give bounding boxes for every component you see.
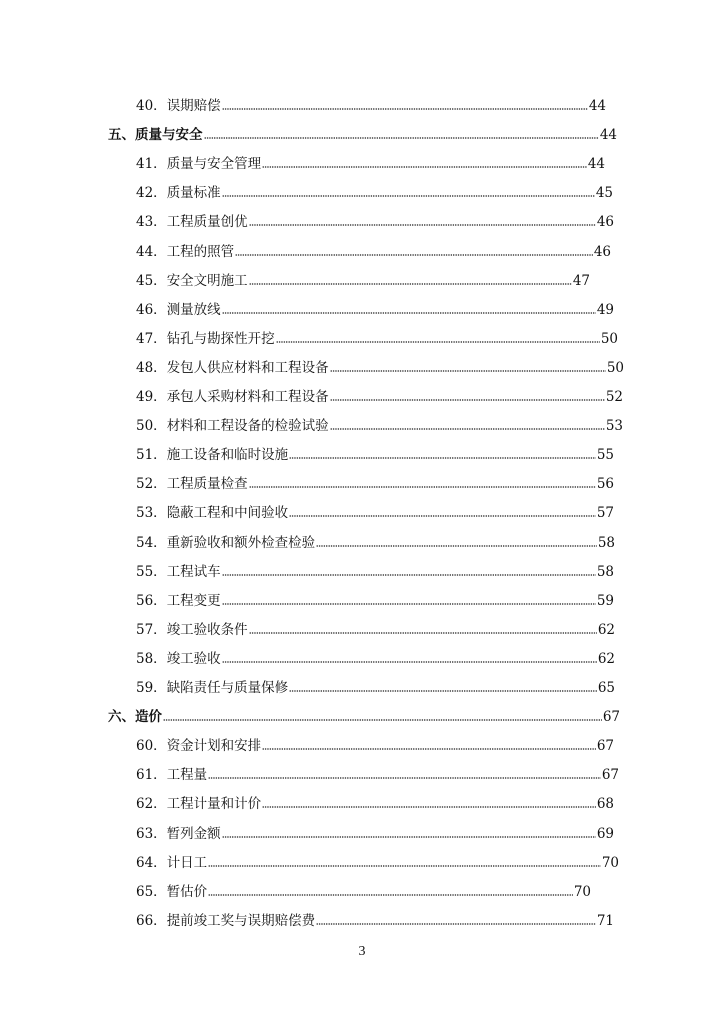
toc-item-row[interactable]: [136, 238, 611, 260]
toc-title: 承包人采购材料和工程设备: [166, 389, 329, 405]
toc-title: 资金计划和安排: [166, 738, 262, 755]
toc-dot-leader: [163, 718, 602, 722]
toc-number: 41．: [136, 156, 167, 173]
toc-number: 55．: [136, 563, 167, 580]
toc-page-number: 67: [596, 738, 614, 755]
toc-number: 42．: [136, 185, 167, 202]
toc-title: 竣工验收: [166, 650, 221, 667]
toc-title: 提前竣工奖与误期赔偿费: [166, 912, 316, 929]
toc-dot-leader: [204, 136, 599, 140]
toc-item-row[interactable]: [136, 325, 618, 347]
toc-number: 63．: [136, 825, 167, 842]
toc-title: 施工设备和临时设施: [166, 447, 289, 464]
toc-number: 50．: [136, 418, 167, 435]
toc-item-row[interactable]: [136, 529, 615, 551]
toc-number: 46．: [136, 301, 167, 318]
toc-number: 53．: [136, 505, 167, 522]
toc-title: 误期赔偿: [166, 98, 221, 114]
toc-title: 钻孔与勘探性开挖: [166, 330, 275, 347]
toc-dot-leader: [276, 340, 600, 344]
toc-number: 60．: [136, 738, 167, 755]
toc-dot-leader: [289, 689, 597, 693]
toc-item-row[interactable]: [136, 790, 614, 812]
toc-dot-leader: [289, 456, 596, 460]
toc-page-number: 69: [596, 825, 614, 842]
toc-dot-leader: [222, 311, 596, 315]
toc-title: 质量与安全: [135, 127, 203, 144]
toc-number: 五、: [108, 127, 135, 144]
toc-item-row[interactable]: [136, 499, 614, 521]
toc-dot-leader: [222, 835, 596, 839]
toc-page-number: 46: [596, 214, 614, 231]
toc-item-row[interactable]: [136, 820, 614, 842]
toc-dot-leader: [208, 864, 601, 868]
toc-page-number: 62: [597, 650, 615, 667]
toc-item-row[interactable]: [136, 441, 614, 463]
toc-item-row[interactable]: [136, 587, 614, 609]
toc-item-row[interactable]: [136, 558, 614, 580]
toc-dot-leader: [249, 282, 572, 286]
toc-item-row[interactable]: [136, 296, 614, 318]
toc-dot-leader: [262, 165, 587, 169]
toc-item-row[interactable]: [136, 645, 615, 667]
toc-page-number: 57: [596, 505, 614, 522]
toc-dot-leader: [222, 194, 595, 198]
toc-number: 48．: [136, 359, 167, 376]
toc-number: 61．: [136, 767, 167, 784]
toc-page-number: 53: [605, 418, 623, 435]
toc-page-number: 44: [587, 156, 605, 173]
toc-dot-leader: [208, 893, 573, 897]
toc-page-number: 49: [596, 301, 614, 318]
toc-page-number: 59: [596, 592, 614, 609]
toc-dot-leader: [222, 660, 597, 664]
toc-item-row[interactable]: [136, 907, 614, 929]
toc-page-number: 52: [605, 389, 623, 405]
toc-title: 工程计量和计价: [166, 796, 262, 813]
toc-number: 57．: [136, 621, 167, 638]
toc-item-row[interactable]: [136, 267, 590, 289]
toc-dot-leader: [262, 805, 596, 809]
toc-item-row[interactable]: [136, 208, 614, 230]
toc-number: 47．: [136, 330, 167, 347]
toc-item-row[interactable]: [136, 761, 619, 783]
toc-item-row[interactable]: [136, 470, 614, 492]
toc-page-number: 45: [595, 185, 613, 202]
toc-number: 59．: [136, 680, 167, 696]
toc-page-number: 44: [599, 127, 617, 144]
toc-dot-leader: [262, 747, 596, 751]
toc-number: 64．: [136, 854, 167, 871]
toc-item-row[interactable]: [136, 179, 613, 201]
toc-page-number: 46: [593, 243, 611, 260]
toc-page-number: 70: [601, 854, 619, 871]
toc-title: 工程变更: [166, 592, 221, 609]
toc-item-row[interactable]: [136, 732, 614, 754]
toc-page-number: 58: [596, 563, 614, 580]
toc-page-number: 67: [602, 709, 620, 726]
toc-page-number: 44: [588, 98, 606, 114]
toc-dot-leader: [330, 398, 605, 402]
toc-page-number: 58: [597, 534, 615, 551]
toc-title: 工程质量创优: [166, 214, 248, 231]
toc-dot-leader: [249, 223, 596, 227]
toc-title: 材料和工程设备的检验试验: [166, 418, 329, 435]
toc-title: 发包人供应材料和工程设备: [166, 359, 329, 376]
toc-title: 工程的照管: [166, 243, 235, 260]
toc-page-number: 70: [573, 883, 591, 900]
toc-page-number: 62: [597, 621, 615, 638]
toc-dot-leader: [222, 573, 596, 577]
toc-item-row[interactable]: [136, 616, 615, 638]
toc-page-number: 47: [572, 272, 590, 289]
toc-dot-leader: [208, 776, 601, 780]
toc-number: 65．: [136, 883, 167, 900]
toc-dot-leader: [235, 253, 593, 257]
toc-title: 安全文明施工: [166, 272, 248, 289]
toc-title: 质量标准: [166, 185, 221, 202]
toc-number: 43．: [136, 214, 167, 231]
toc-number: 62．: [136, 796, 167, 813]
toc-item-row[interactable]: [136, 878, 591, 900]
toc-item-row[interactable]: [136, 92, 606, 114]
toc-page-number: 65: [597, 680, 615, 696]
toc-title: 工程试车: [166, 563, 221, 580]
toc-title: 暂估价: [166, 883, 208, 900]
toc-title: 工程量: [166, 767, 208, 784]
toc-section-row[interactable]: [108, 121, 617, 143]
toc-title: 暂列金额: [166, 825, 221, 842]
toc-dot-leader: [222, 107, 588, 111]
toc-title: 质量与安全管理: [166, 156, 262, 173]
toc-number: 54．: [136, 534, 167, 551]
toc-number: 45．: [136, 272, 167, 289]
toc-number: 40．: [136, 98, 167, 114]
toc-dot-leader: [222, 602, 596, 606]
toc-number: 六、: [108, 709, 135, 726]
toc-page-number: 56: [596, 476, 614, 493]
toc-item-row[interactable]: [136, 354, 624, 376]
toc-dot-leader: [249, 485, 596, 489]
toc-page-number: 71: [596, 912, 614, 929]
toc-item-row[interactable]: [136, 383, 623, 405]
toc-dot-leader: [316, 544, 597, 548]
toc-page-number: 67: [601, 767, 619, 784]
toc-title: 计日工: [166, 854, 208, 871]
toc-dot-leader: [289, 514, 596, 518]
toc-item-row[interactable]: [136, 849, 619, 871]
toc-title: 工程质量检查: [166, 476, 248, 493]
toc-number: 44．: [136, 243, 167, 260]
toc-item-row[interactable]: [136, 150, 605, 172]
toc-title: 竣工验收条件: [166, 621, 248, 638]
toc-number: 66．: [136, 912, 167, 929]
toc-number: 49．: [136, 389, 167, 405]
toc-dot-leader: [330, 369, 606, 373]
toc-title: 造价: [135, 709, 162, 726]
toc-title: 测量放线: [166, 301, 221, 318]
toc-dot-leader: [316, 922, 596, 926]
toc-page-number: 55: [596, 447, 614, 464]
toc-page-number: 50: [606, 359, 624, 376]
toc-number: 56．: [136, 592, 167, 609]
toc-item-row[interactable]: [136, 412, 623, 434]
toc-number: 58．: [136, 650, 167, 667]
toc-title: 缺陷责任与质量保修: [166, 680, 289, 696]
toc-page-number: 50: [600, 330, 618, 347]
toc-number: 51．: [136, 447, 167, 464]
page-number: 3: [358, 944, 366, 959]
toc-item-row[interactable]: [136, 674, 615, 696]
toc-page-number: 68: [596, 796, 614, 813]
toc-dot-leader: [330, 427, 605, 431]
toc-title: 隐蔽工程和中间验收: [166, 505, 289, 522]
toc-number: 52．: [136, 476, 167, 493]
toc-title: 重新验收和额外检查检验: [166, 534, 316, 551]
toc-dot-leader: [249, 631, 597, 635]
toc-section-row[interactable]: [108, 703, 620, 725]
